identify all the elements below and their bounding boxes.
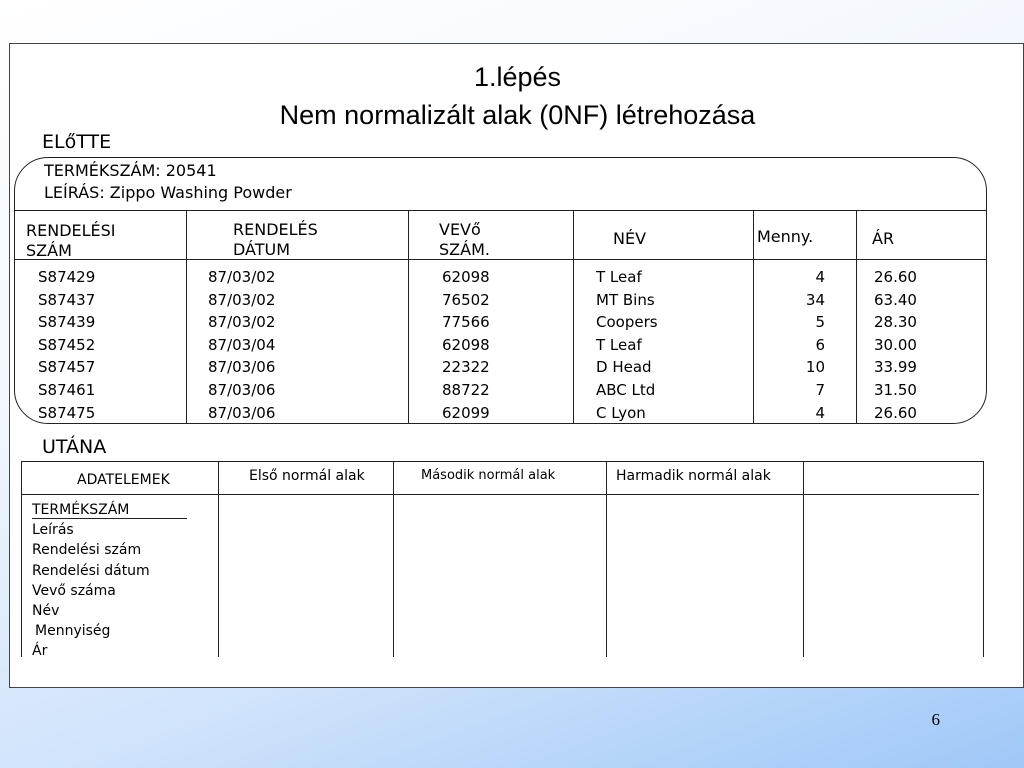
order-cell: S87457 (38, 358, 96, 377)
after-label: UTÁNA (42, 436, 107, 458)
order-cell: 76502 (442, 290, 490, 309)
order-cell: S87461 (38, 381, 96, 399)
col-header-customer-number: VEVő SZÁM. (439, 220, 490, 259)
strike-underline (32, 518, 187, 519)
data-element-item: Mennyiség (35, 623, 111, 640)
after-header-first-nf: Első normál alak (249, 468, 365, 484)
order-cell: 33.99 (874, 358, 917, 377)
order-cell: 62098 (442, 268, 490, 286)
order-cell: 87/03/06 (208, 403, 276, 422)
order-cell: S87439 (38, 313, 96, 332)
order-cell: 63.40 (874, 290, 917, 309)
after-col-divider-2 (393, 461, 394, 657)
after-header-third-nf: Harmadik normál alak (616, 468, 771, 484)
before-label: ELőTTE (42, 131, 112, 153)
col-divider-5 (856, 210, 857, 424)
order-cell: 26.60 (874, 403, 917, 422)
description-line: LEÍRÁS: Zippo Washing Powder (44, 183, 292, 202)
page-number: 6 (931, 710, 940, 729)
after-table-top-rule (21, 461, 984, 462)
col-header-order-number: RENDELÉSI SZÁM (26, 221, 116, 260)
col-divider-2 (408, 210, 409, 424)
data-element-item: Vevő száma (32, 582, 116, 599)
col-header-order-date: RENDELÉS DÁTUM (233, 220, 318, 259)
data-element-item: Rendelési szám (32, 542, 142, 559)
after-col-divider-3 (606, 461, 607, 657)
col-divider-4 (753, 210, 754, 424)
after-col-divider-0 (21, 461, 22, 657)
order-cell: 62099 (442, 403, 490, 422)
after-col-divider-5 (983, 461, 984, 657)
order-cell: 10 (805, 358, 825, 377)
order-cell: Coopers (596, 313, 658, 332)
slide (9, 43, 1024, 688)
order-cell: 30.00 (874, 335, 917, 354)
col-divider-3 (573, 210, 574, 424)
col-header-price: ÁR (872, 229, 895, 248)
order-cell: S87475 (38, 403, 96, 422)
order-cell: D Head (596, 358, 652, 377)
order-cell: 62098 (442, 335, 490, 354)
order-cell: 87/03/02 (208, 313, 276, 332)
order-cell: 22322 (442, 358, 490, 377)
product-number-line: TERMÉKSZÁM: 20541 (44, 161, 217, 180)
after-col-divider-1 (218, 461, 219, 657)
table-top-rule (14, 210, 987, 211)
order-cell: C Lyon (596, 403, 646, 422)
order-cell: 7 (815, 381, 825, 399)
order-cell: S87429 (38, 268, 96, 286)
table-header-rule (14, 259, 987, 260)
order-cell: 5 (815, 313, 825, 332)
slide-title-line2: Nem normalizált alak (0NF) létrehozása (279, 100, 756, 130)
data-element-item: TERMÉKSZÁM (32, 502, 130, 518)
after-header-data-elements: ADATELEMEK (77, 472, 170, 488)
order-cell: 87/03/04 (208, 335, 276, 354)
order-cell: 87/03/06 (208, 358, 276, 377)
order-cell: 87/03/02 (208, 290, 276, 309)
order-cell: MT Bins (596, 290, 655, 309)
order-cell: T Leaf (596, 335, 642, 354)
after-header-second-nf: Második normál alak (421, 468, 556, 483)
order-cell: 87/03/06 (208, 381, 276, 399)
order-cell: T Leaf (596, 268, 642, 286)
col-header-name: NÉV (613, 229, 647, 248)
order-cell: 6 (815, 335, 825, 354)
order-cell: 4 (815, 403, 825, 422)
col-header-quantity: Menny. (757, 227, 814, 246)
order-cell: 4 (815, 268, 825, 286)
order-cell: 31.50 (874, 381, 917, 399)
order-cell: S87452 (38, 335, 96, 354)
order-cell: 77566 (442, 313, 490, 332)
after-table-header-rule (21, 494, 979, 495)
order-cell: 87/03/02 (208, 268, 276, 286)
data-element-item: Rendelési dátum (32, 562, 150, 579)
order-cell: ABC Ltd (596, 381, 656, 399)
col-divider-1 (186, 210, 187, 424)
order-cell: 26.60 (874, 268, 917, 286)
data-element-item: Név (32, 603, 60, 619)
order-cell: 88722 (442, 381, 490, 399)
data-element-item: Leírás (32, 522, 74, 539)
order-cell: 28.30 (874, 313, 917, 332)
slide-title-line1: 1.lépés (473, 62, 562, 92)
after-col-divider-4 (803, 461, 804, 657)
order-cell: S87437 (38, 290, 96, 309)
order-cell: 34 (805, 290, 825, 309)
data-element-item: Ár (32, 643, 48, 660)
